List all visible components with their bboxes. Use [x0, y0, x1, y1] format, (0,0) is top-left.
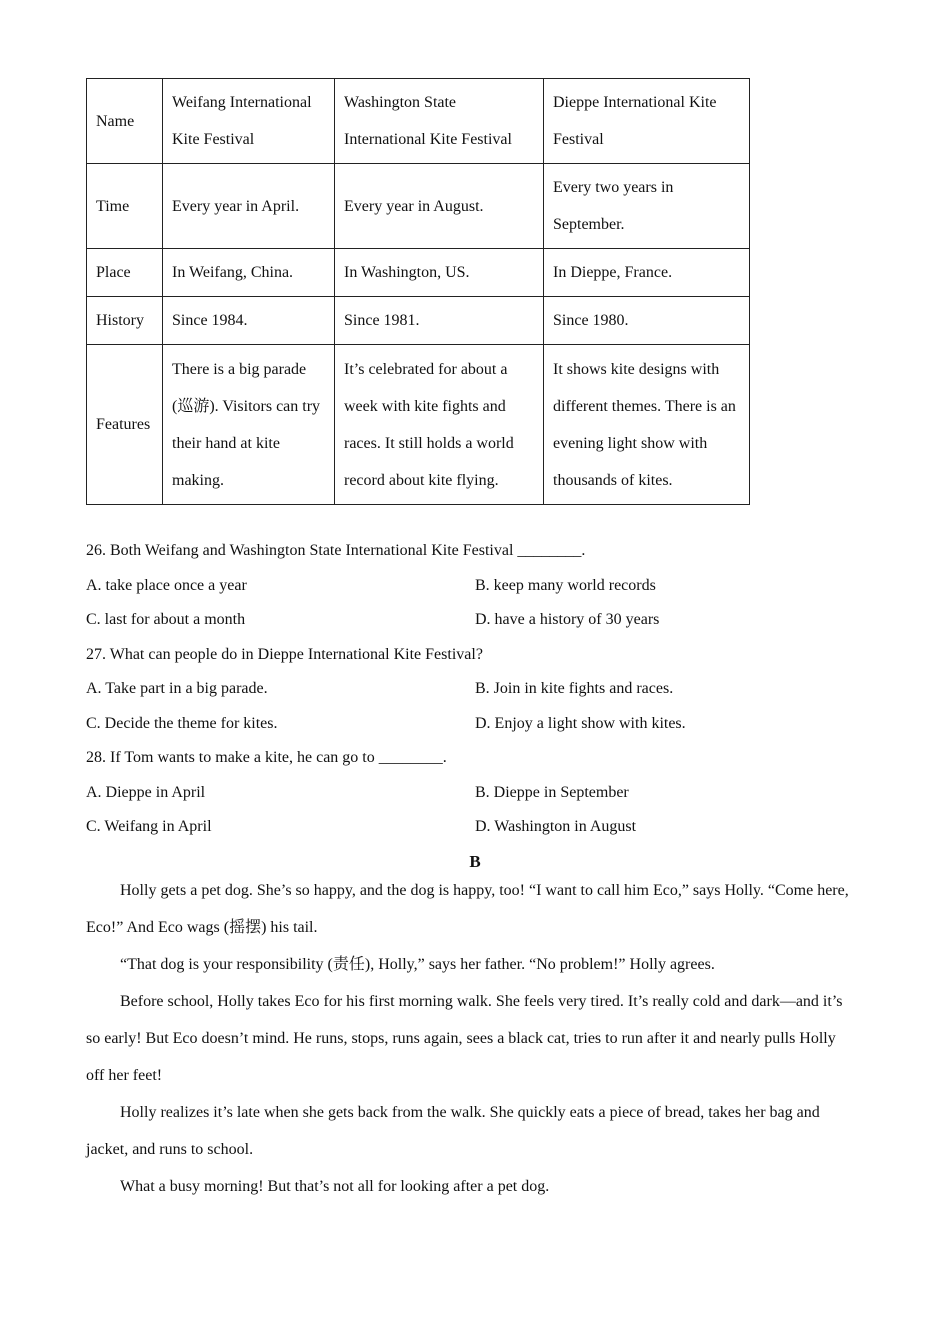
table-cell: Dieppe International Kite Festival [544, 79, 750, 164]
answer-option[interactable]: C. Weifang in April [86, 818, 212, 835]
passage-paragraph: “That dog is your responsibility (责任), Holly,” says her father. “No problem!” Holly agrees. [120, 956, 715, 973]
table-cell: Time [87, 164, 163, 249]
table-row [87, 79, 750, 164]
table-cell: Name [87, 79, 163, 164]
table-cell: There is a big parade (巡游). Visitors can try their hand at kite making. [163, 345, 335, 505]
answer-option[interactable]: D. have a history of 30 years [475, 611, 660, 628]
question-stem: 26. Both Weifang and Washington State International Kite Festival ________. [86, 542, 586, 559]
table-cell: Since 1980. [544, 297, 750, 345]
answer-option[interactable]: D. Washington in August [475, 818, 637, 835]
question-stem: 27. What can people do in Dieppe International Kite Festival? [86, 646, 483, 663]
table-cell: It’s celebrated for about a week with kite fights and races. It still holds a world record about kite flying. [335, 345, 544, 505]
table-cell: Place [87, 249, 163, 297]
answer-option[interactable]: B. keep many world records [475, 577, 656, 594]
answer-option[interactable]: A. take place once a year [86, 577, 247, 594]
answer-option[interactable]: A. Take part in a big parade. [86, 680, 268, 697]
table-cell: In Weifang, China. [163, 249, 335, 297]
table-cell: Washington State International Kite Festival [335, 79, 544, 164]
table-row [87, 249, 750, 297]
answer-option[interactable]: B. Join in kite fights and races. [475, 680, 674, 697]
table-row [87, 164, 750, 249]
table-cell: History [87, 297, 163, 345]
table-row [87, 297, 750, 345]
passage-paragraph: Holly gets a pet dog. She’s so happy, and the dog is happy, too! “I want to call him Eco,” says Holly. “Come here, Eco!” And Eco wags (摇摆) his tail. [86, 882, 849, 936]
table-cell: Every two years in September. [544, 164, 750, 249]
passage-paragraph: What a busy morning! But that’s not all for looking after a pet dog. [120, 1178, 550, 1195]
reading-passage [86, 872, 858, 1205]
table-cell: Weifang International Kite Festival [163, 79, 335, 164]
table-cell: In Washington, US. [335, 249, 544, 297]
answer-option[interactable]: A. Dieppe in April [86, 784, 206, 801]
answer-option[interactable]: C. Decide the theme for kites. [86, 715, 278, 732]
question-stem: 28. If Tom wants to make a kite, he can go to ________. [86, 749, 447, 766]
kite-festival-table [86, 78, 750, 505]
answer-option[interactable]: B. Dieppe in September [475, 784, 629, 801]
table-cell: Every year in August. [335, 164, 544, 249]
table-cell: Since 1981. [335, 297, 544, 345]
table-row [87, 345, 750, 505]
section-heading: B [469, 852, 481, 871]
answer-option[interactable]: C. last for about a month [86, 611, 246, 628]
passage-paragraph: Holly realizes it’s late when she gets back from the walk. She quickly eats a piece of bread, takes her bag and jacket, and runs to school. [86, 1104, 820, 1158]
table-cell: Since 1984. [163, 297, 335, 345]
answer-option[interactable]: D. Enjoy a light show with kites. [475, 715, 686, 732]
table-cell: Features [87, 345, 163, 505]
table-cell: It shows kite designs with different themes. There is an evening light show with thousands of kites. [544, 345, 750, 505]
table-cell: In Dieppe, France. [544, 249, 750, 297]
passage-paragraph: Before school, Holly takes Eco for his first morning walk. She feels very tired. It’s really cold and dark—and it’s so early! But Eco doesn’t mind. He runs, stops, runs again, sees a black cat, tries to run after it and nearly pulls Holly off her feet! [86, 993, 843, 1084]
table-cell: Every year in April. [163, 164, 335, 249]
